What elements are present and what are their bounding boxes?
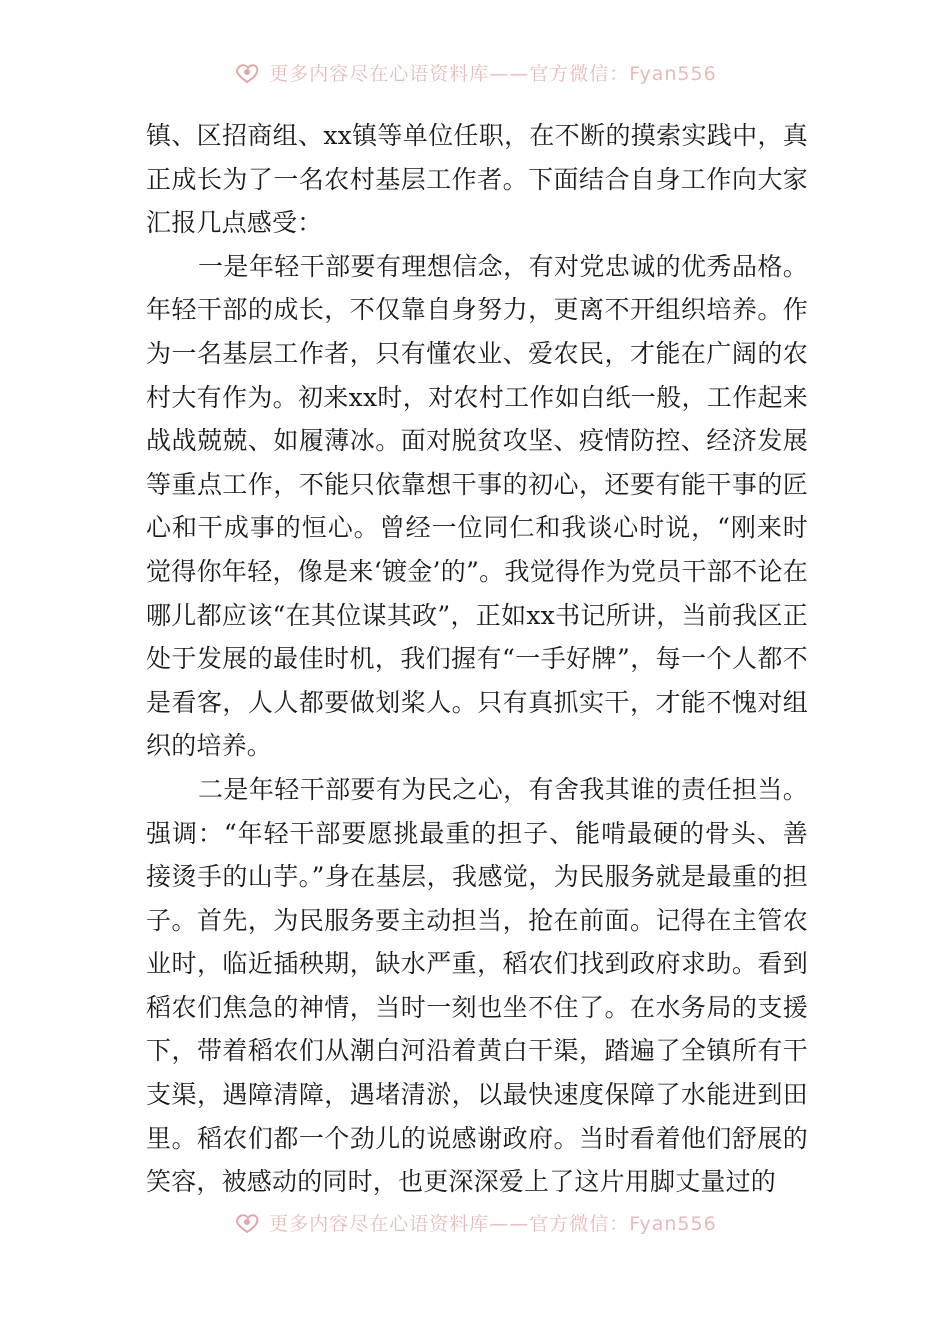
paragraph-3: 二是年轻干部要有为民之心，有舍我其谁的责任担当。强调：“年轻干部要愿挑最重的担子、能啃最硬的骨头、善接烫手的山芋。”身在基层，我感觉，为民服务就是最重的担子。首先，为民服务要主动担当，抢在前面。记得在主管农业时，临近插秧期，缺水严重，稻农们找到政府求助。看到稻农们焦急的神情，当时一刻也坐不住了。在水务局的支援下，带着稻农们从潮白河沿着黄白干渠，踏遍了全镇所有干支渠，遇障清障，遇堵清淤，以最快速度保障了水能进到田里。稻农们都一个劲儿的说感谢政府。当时看着他们舒展的笑容，被感动的同时，也更深深爱上了这片用脚丈量过的 (146, 774, 808, 1197)
logo-icon (233, 1210, 261, 1234)
watermark-text: 更多内容尽在心语资料库——官方微信：Fyan556 (269, 1212, 717, 1235)
paragraph-1: 镇、区招商组、xx镇等单位任职，在不断的摸索实践中，真正成长为了一名农村基层工作者。下面结合自身工作向大家汇报几点感受： (146, 121, 808, 238)
watermark-text: 更多内容尽在心语资料库——官方微信：Fyan556 (269, 62, 717, 85)
logo-icon (233, 60, 261, 84)
watermark-bottom (0, 1202, 950, 1242)
document-body (146, 114, 808, 1204)
watermark-top (0, 52, 950, 92)
paragraph-2: 一是年轻干部要有理想信念，有对党忠诚的优秀品格。年轻干部的成长，不仅靠自身努力，更离不开组织培养。作为一名基层工作者，只有懂农业、爱农民，才能在广阔的农村大有作为。初来xx时，对农村工作如白纸一般，工作起来战战兢兢、如履薄冰。面对脱贫攻坚、疫情防控、经济发展等重点工作，不能只依靠想干事的初心，还要有能干事的匠心和干成事的恒心。曾经一位同仁和我谈心时说，“刚来时觉得你年轻，像是来‘镀金’的”。我觉得作为党员干部不论在哪儿都应该“在其位谋其政”，正如xx书记所讲，当前我区正处于发展的最佳时机，我们握有“一手好牌”，每一个人都不是看客，人人都要做划桨人。只有真抓实干，才能不愧对组织的培养。 (146, 251, 808, 761)
